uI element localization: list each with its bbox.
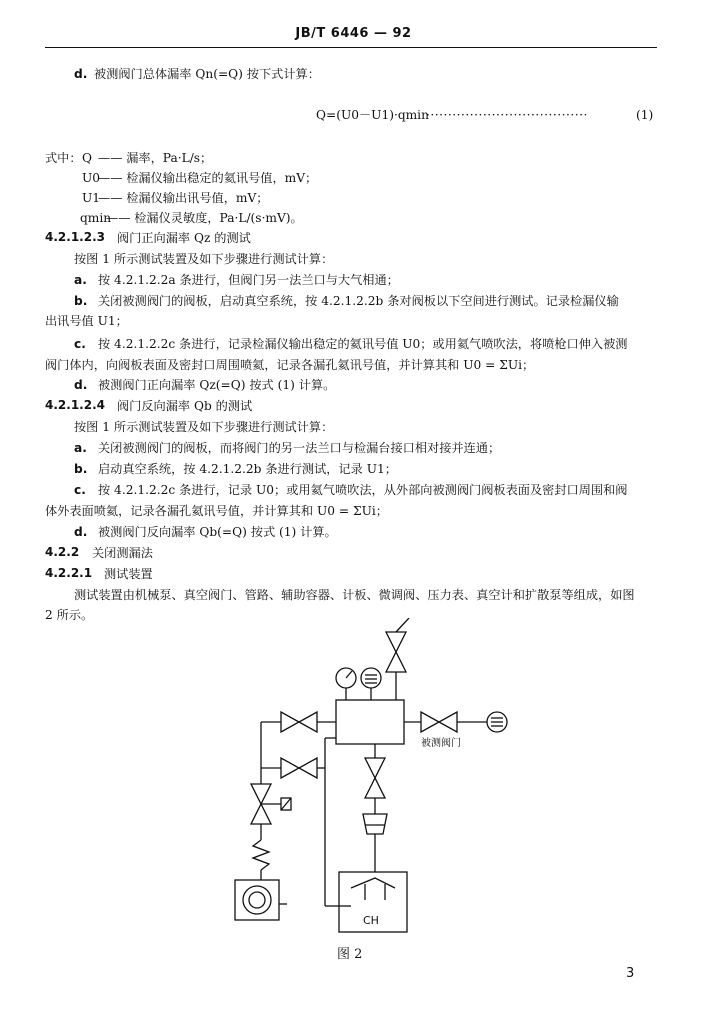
section-number: 4.2.1.2.4 [45, 398, 105, 412]
auxiliary-vessel [336, 700, 404, 744]
pump-rotor-icon [243, 886, 271, 914]
paragraph: 测试装置由机械泵、真空阀门、管路、辅助容器、计板、微调阀、压力表、真空计和扩散泵等组成，如图 [74, 588, 635, 602]
bypass-valve-icon [281, 758, 317, 778]
vacuum-test-diagram [225, 618, 525, 938]
step-continuation: 体外表面喷氦，记录各漏孔氦讯号值，并计算其和 U0 = ΣUi； [45, 504, 388, 518]
page-number: 3 [626, 966, 635, 981]
step-label: d. [74, 525, 88, 539]
paragraph: 按图 1 所示测试装置及如下步骤进行测试计算： [74, 420, 334, 434]
where-description: —— 检漏仪灵敏度，Pa·L/(s·mV)。 [106, 211, 303, 225]
formula-dots: ····································· [426, 108, 588, 122]
step-text: 按 4.2.1.2.2c 条进行，记录 U0；或用氦气喷吹法，从外部向被测阀门阀板表面及密封口周围和阀 [98, 483, 628, 497]
where-description: —— 检漏仪输出讯号值，mV； [98, 191, 269, 205]
item-text: 被测阀门总体漏率 Qn(=Q) 按下式计算： [94, 67, 320, 81]
step-label: a. [74, 273, 87, 287]
where-intro: 式中： [45, 151, 82, 165]
step-label: b. [74, 462, 88, 476]
where-symbol: U0 [82, 171, 101, 185]
where-symbol: qmin [80, 211, 112, 225]
step-text: 按 4.2.1.2.2a 条进行，但阀门另一法兰口与大气相通； [98, 273, 399, 287]
gauge-needle [346, 671, 352, 678]
step-label: c. [74, 337, 86, 351]
where-description: —— 漏率，Pa·L/s； [98, 151, 213, 165]
step-text: 按 4.2.1.2.2c 条进行，记录检漏仪输出稳定的氦讯号值 U0；或用氦气喷吹法，将喷枪口伸入被测 [98, 337, 628, 351]
section-title: 测试装置 [104, 567, 153, 581]
where-symbol: Q [82, 151, 92, 165]
where-description: —— 检漏仪输出稳定的氦讯号值，mV； [98, 171, 318, 185]
pump-label: CH [363, 914, 379, 927]
step-continuation: 出讯号值 U1； [45, 314, 128, 328]
section-title: 阀门正向漏率 Qz 的测试 [117, 231, 251, 245]
vacuum-gauge-icon [361, 668, 381, 688]
paragraph: 按图 1 所示测试装置及如下步骤进行测试计算： [74, 252, 334, 266]
section-number: 4.2.2 [45, 545, 80, 559]
step-text: 被测阀门正向漏率 Qz(=Q) 按式 (1) 计算。 [98, 378, 336, 392]
figure-caption: 图 2 [337, 947, 363, 962]
tested-valve-icon [421, 712, 457, 732]
step-label: b. [74, 294, 88, 308]
vent-valve-icon [386, 632, 406, 672]
bellows-icon [253, 840, 269, 870]
pump-jet-icon [351, 878, 395, 888]
step-text: 启动真空系统，按 4.2.1.2.2b 条进行测试，记录 U1； [98, 462, 397, 476]
where-symbol: U1 [82, 191, 101, 205]
paragraph-continuation: 2 所示。 [45, 608, 94, 622]
section-number: 4.2.2.1 [45, 566, 93, 580]
header-rule [45, 47, 657, 48]
section-number: 4.2.1.2.3 [45, 230, 105, 244]
step-continuation: 阀门体内，向阀板表面及密封口周围喷氦，记录各漏孔氦讯号值，并计算其和 U0 = ΣUi； [45, 358, 535, 372]
adjust-mark [281, 798, 291, 810]
formula-expression: Q=(U0－U1)·qmin [316, 108, 429, 122]
cold-trap-icon [363, 814, 387, 834]
pump-rotor-icon [249, 892, 265, 908]
high-vacuum-valve-icon [281, 712, 317, 732]
step-text: 关闭被测阀门的阀板，启动真空系统，按 4.2.1.2.2b 条对阀板以下空间进行测试。记录检漏仪输 [98, 294, 619, 308]
formula-number: (1) [636, 108, 654, 122]
step-label: d. [74, 378, 88, 392]
step-label: c. [74, 483, 86, 497]
section-title: 关闭测漏法 [92, 546, 153, 560]
vent-pipe [396, 618, 409, 632]
main-valve-icon [365, 758, 385, 798]
tested-valve-label: 被测阀门 [421, 738, 461, 749]
item-label: d. [74, 67, 88, 81]
section-title: 阀门反向漏率 Qb 的测试 [117, 399, 253, 413]
step-text: 被测阀门反向漏率 Qb(=Q) 按式 (1) 计算。 [98, 525, 337, 539]
standard-code: JB/T 6446 — 92 [295, 26, 412, 41]
step-text: 关闭被测阀门的阀板，而将阀门的另一法兰口与检漏台接口相对接并连通； [98, 441, 501, 455]
step-label: a. [74, 441, 87, 455]
